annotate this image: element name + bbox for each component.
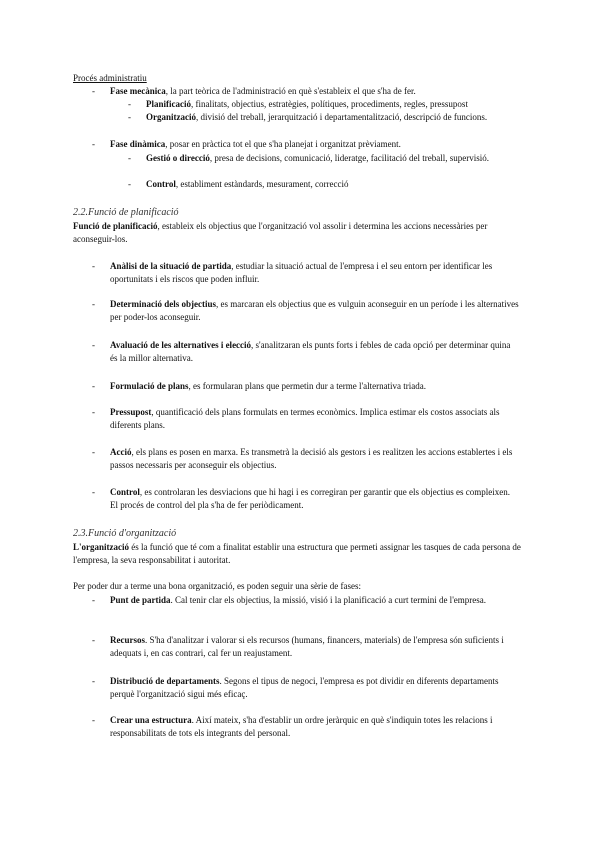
planificacio-step-2: Determinació dels objectius, es marcaran els objectius que es vulguin aconseguir en un període i les alternatives per poder-los aconseguir.: [110, 299, 519, 322]
bullet-dash: -: [92, 299, 95, 309]
bullet-dash: -: [128, 99, 131, 109]
organitzacio-phases-intro: Per poder dur a terme una bona organització, es poden seguir una sèrie de fases:: [73, 581, 361, 591]
bullet-dash: -: [128, 179, 131, 189]
planificacio-step-5: Pressupost, quantificació dels plans formulats en termes econòmics. Implica estimar els costos associats als diferents plans.: [110, 407, 500, 430]
bullet-dash: -: [92, 407, 95, 417]
bullet-dash: -: [92, 595, 95, 605]
planificacio-subitem: Planificació, finalitats, objectius, estratègies, polítiques, procediments, regles, pressupost: [146, 99, 468, 109]
planificacio-step-3: Avaluació de les alternatives i elecció, s'analitzaran els punts forts i febles de cada opció per determinar quina és la millor alternativa.: [110, 340, 511, 363]
organitzacio-phase-2: Recursos. S'ha d'analitzar i valorar si els recursos (humans, financers, materials) de l'empresa són suficients i adequats i, en cas contrari, cal fer un reajustament.: [110, 635, 504, 658]
control-subitem: Control, establiment estàndards, mesurament, correcció: [146, 179, 349, 189]
bullet-dash: -: [92, 261, 95, 271]
gestio-subitem: Gestió o direcció, presa de decisions, comunicació, lideratge, facilitació del treball, supervisió.: [146, 153, 489, 163]
planificacio-step-6: Acció, els plans es posen en marxa. Es transmetrà la decisió als gestors i es realitzen les accions establertes i els passos necessaris per aconseguir els objectius.: [110, 447, 513, 470]
section-heading-organitzacio: 2.3.Funció d'organització: [73, 528, 177, 539]
section-heading-planificacio: 2.2.Funció de planificació: [73, 207, 179, 218]
fase-dinamica-item: Fase dinàmica, posar en pràctica tot el que s'ha planejat i organitzat prèviament.: [110, 139, 401, 149]
planificacio-step-7: Control, es controlaran les desviacions que hi hagi i es corregiran per garantir que els objectius es compleixen. El procés de control del pla s'ha de fer periòdicament.: [110, 487, 510, 510]
organitzacio-phase-1: Punt de partida. Cal tenir clar els objectius, la missió, visió i la planificació a curt termini de l'empresa.: [110, 595, 487, 605]
bullet-dash: -: [92, 447, 95, 457]
process-title: Procés administratiu: [73, 73, 147, 83]
fase-mecanica-item: Fase mecànica, la part teòrica de l'administració en què s'estableix el que s'ha de fer.: [110, 86, 416, 96]
planificacio-step-1: Anàlisi de la situació de partida, estudiar la situació actual de l'empresa i el seu entorn per identificar les oportunitats i els riscos que poden influir.: [110, 261, 493, 284]
bullet-dash: -: [92, 676, 95, 686]
bullet-dash: -: [92, 381, 95, 391]
bullet-dash: -: [128, 153, 131, 163]
planificacio-intro: Funció de planificació, estableix els objectius que l'organització vol assolir i determina les accions necessàries per aconseguir-los.: [73, 221, 488, 244]
planificacio-step-4: Formulació de plans, es formularan plans que permetin dur a terme l'alternativa triada.: [110, 381, 427, 391]
bullet-dash: -: [92, 487, 95, 497]
bullet-dash: -: [92, 635, 95, 645]
bullet-dash: -: [92, 139, 95, 149]
bullet-dash: -: [92, 715, 95, 725]
organitzacio-phase-4: Crear una estructura. Així mateix, s'ha d'establir un ordre jeràrquic en què s'indiquin totes les relacions i responsabilitats de tots els integrants del personal.: [110, 715, 493, 738]
organitzacio-intro: L'organització és la funció que té com a finalitat establir una estructura que permeti assignar les tasques de cada persona de l'empresa, la seva responsabilitat i autoritat.: [73, 542, 521, 565]
organitzacio-phase-3: Distribució de departaments. Segons el tipus de negoci, l'empresa es pot dividir en diferents departaments perquè l'organització sigui més eficaç.: [110, 676, 499, 699]
bullet-dash: -: [128, 112, 131, 122]
bullet-dash: -: [92, 340, 95, 350]
organitzacio-subitem: Organització, divisió del treball, jerarquització i departamentalització, descripció de funcions.: [146, 112, 488, 122]
bullet-dash: -: [92, 86, 95, 96]
